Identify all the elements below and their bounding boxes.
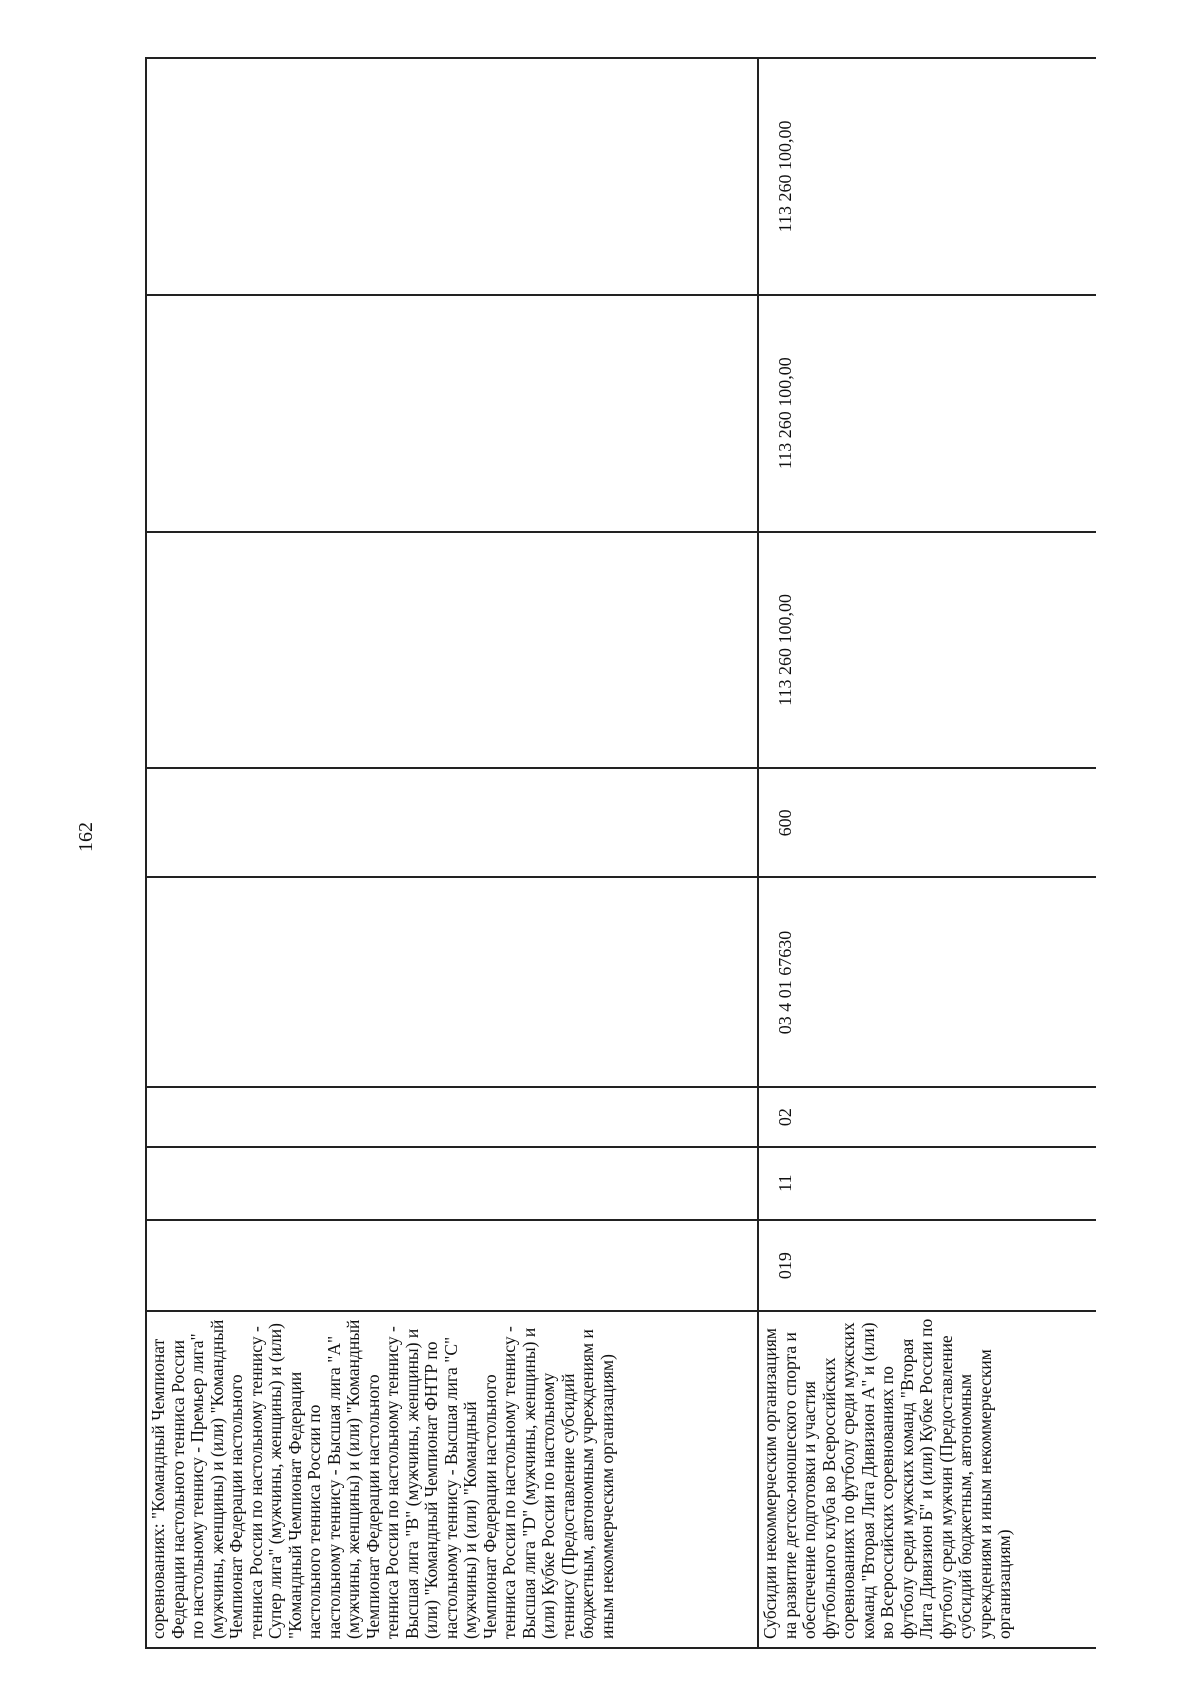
table-row — [758, 58, 1096, 1648]
description-text: Субсидии некоммерческим организациям на развитие детско-юношеского спорта и обеспечение подготовки и участия футбольного клуба во Всероссийских соревнованиях по футболу среди мужских команд "Вторая Лига Дивизион А" и (или) во Всероссийских соревнованиях по футболу среди мужских команд "Вторая Лига Дивизион Б" и (или) Кубке России по футболу среди мужчин (Предоставление субсидий бюджетным, автономным учреждениям и иным некоммерческим организациям) — [760, 1318, 1014, 1639]
sum2-cell: 113 260 100,00 — [758, 295, 1096, 532]
article-cell — [146, 877, 758, 1087]
sum2-cell — [146, 295, 758, 532]
subsection-cell — [146, 1087, 758, 1146]
code-cell: 019 — [758, 1220, 1096, 1312]
page-number: 162 — [75, 822, 97, 852]
article-cell: 03 4 01 67630 — [758, 877, 1096, 1087]
budget-table — [145, 57, 1096, 1649]
sum1-cell — [146, 532, 758, 769]
expense-type-cell: 600 — [758, 768, 1096, 877]
expense-type-cell — [146, 768, 758, 877]
code-cell — [146, 1220, 758, 1312]
sum3-cell — [146, 58, 758, 295]
table-row — [146, 58, 758, 1648]
sum1-cell: 113 260 100,00 — [758, 532, 1096, 769]
description-text: соревнованиях: "Командный Чемпионат Федерации настольного тенниса России по настольному теннису - Премьер лига" (мужчины, женщины) и (или) "Командный Чемпионат Федерации настольного тенниса России по настольному теннису - Супер лига" (мужчины, женщины) и (или) "Командный Чемпионат Федерации настольного тенниса России по настольному теннису - Высшая лига "А" (мужчины, женщины) и (или) "Командный Чемпионат Федерации настольного тенниса России по настольному теннису - Высшая лига "В" (мужчины, женщины) и (или) "Командный Чемпионат ФНТР по настольному теннису - Высшая лига "С" (мужчины) и (или) "Командный Чемпионат Федерации настольного тенниса России по настольному теннису - Высшая лига "D" (мужчины, женщины) и (или) Кубке России по настольному теннису (Предоставление субсидий бюджетным, автономным учреждениям и иным некоммерческим организациям) — [148, 1319, 617, 1639]
budget-table-frame — [145, 57, 1096, 1649]
description-cell — [146, 1311, 758, 1648]
sum3-cell: 113 260 100,00 — [758, 58, 1096, 295]
rotated-table-container — [145, 57, 1096, 1649]
section-cell — [146, 1147, 758, 1220]
section-cell: 11 — [758, 1147, 1096, 1220]
subsection-cell: 02 — [758, 1087, 1096, 1146]
description-cell — [758, 1311, 1096, 1648]
